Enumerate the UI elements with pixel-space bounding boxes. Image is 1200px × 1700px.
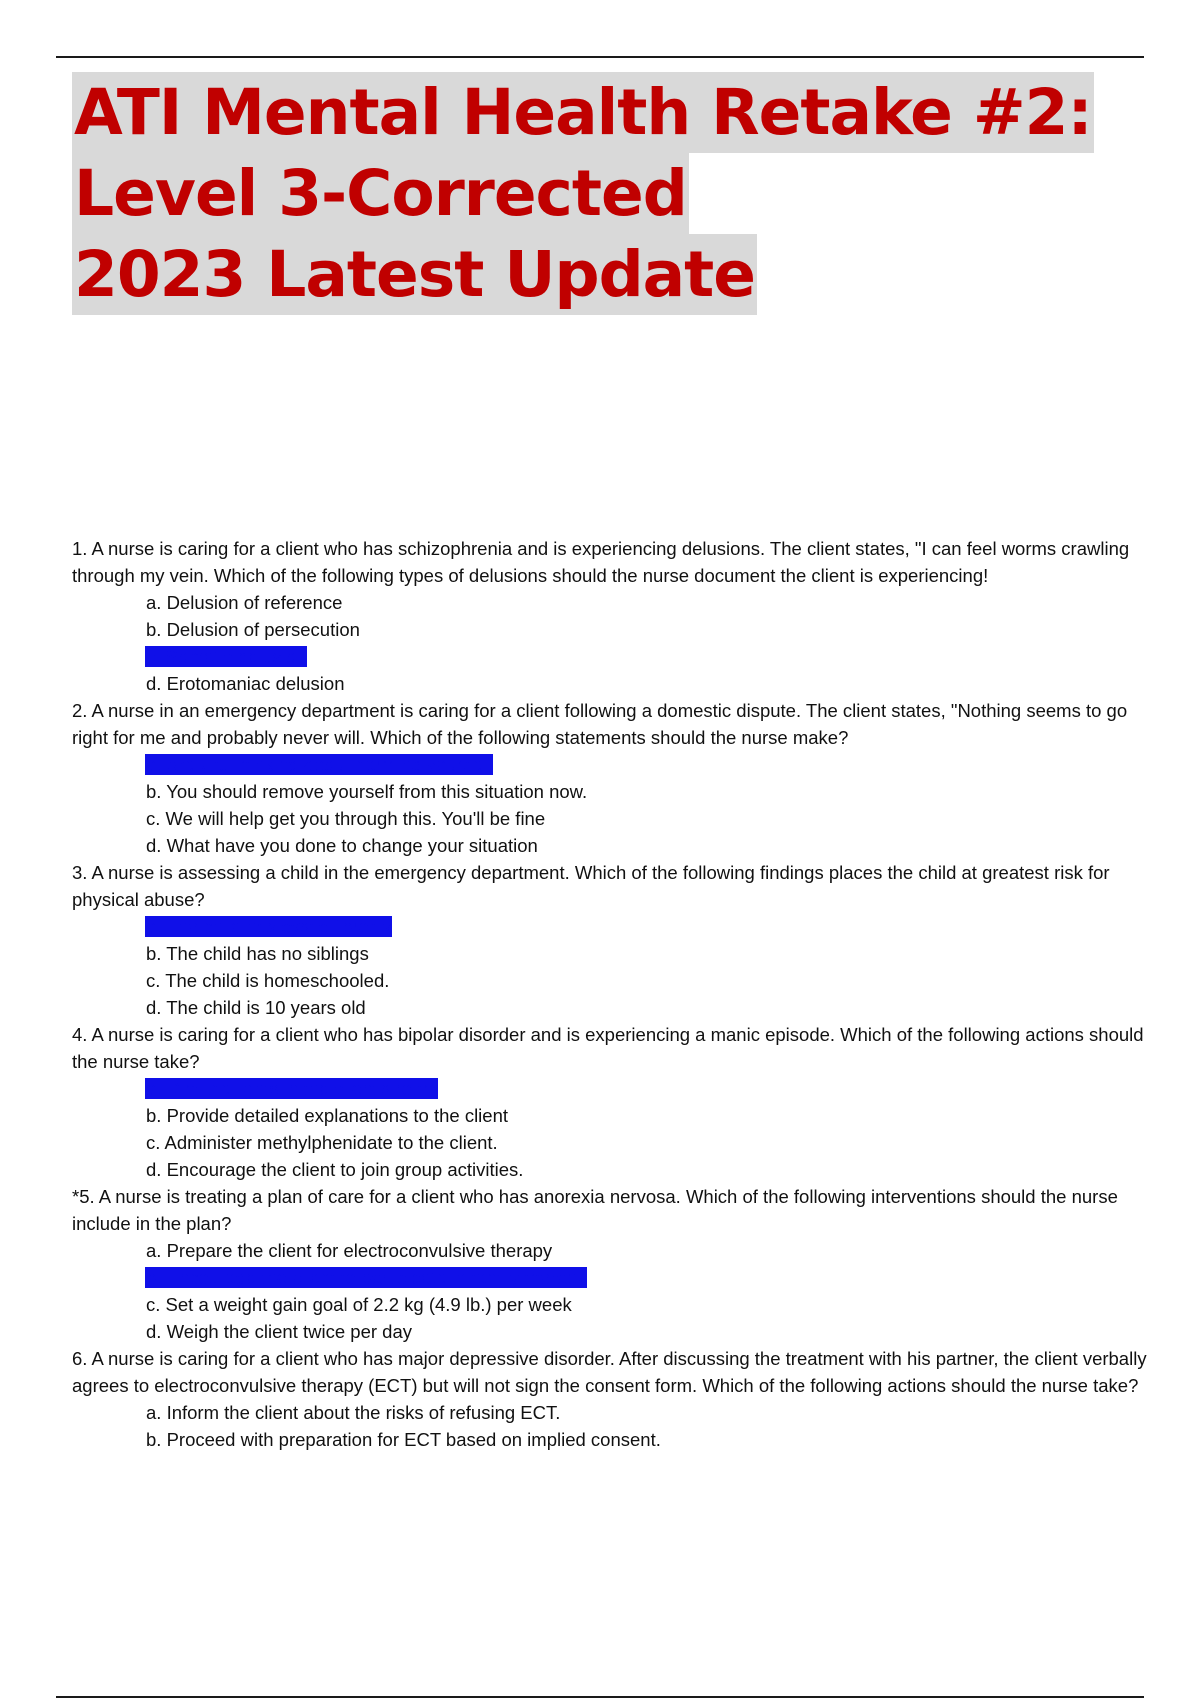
- answer-option: [145, 1129, 1152, 1156]
- answer-options: [72, 589, 1152, 697]
- question-stem: 2. A nurse in an emergency department is caring for a client following a domestic dispute. The client states, "Nothing seems to go right for me and probably never will. Which of the following statements should the nurse make?: [72, 700, 1128, 748]
- title-line-3: 2023 Latest Update: [72, 234, 757, 315]
- answer-option-text: c. We will help get you through this. You'll be fine: [146, 808, 546, 829]
- answer-options: [72, 751, 1152, 859]
- answer-option-text: d. What have you done to change your situation: [146, 835, 538, 856]
- title-line-2: Level 3-Corrected: [72, 153, 689, 234]
- answer-option: [145, 1237, 1152, 1264]
- question-block: [72, 1183, 1152, 1345]
- answer-option: [145, 589, 1152, 616]
- bottom-rule: [56, 1696, 1144, 1698]
- question-stem: 1. A nurse is caring for a client who has schizophrenia and is experiencing delusions. The client states, "I can feel worms crawling through my vein. Which of the following types of delusions should the nurse document the client is experiencing!: [72, 538, 1130, 586]
- answer-option-text: c. The child is homeschooled.: [146, 970, 390, 991]
- answer-option-text: c. Administer methylphenidate to the client.: [146, 1132, 498, 1153]
- answer-option-text: d. Weigh the client twice per day: [146, 1321, 412, 1342]
- answer-option: [145, 1399, 1152, 1426]
- answer-option-text: a. Are you thinking about harming yourself: [146, 754, 492, 775]
- answer-option: [145, 670, 1152, 697]
- answer-option-text: a. Inform the client about the risks of refusing ECT.: [146, 1402, 561, 1423]
- answer-options: [72, 913, 1152, 1021]
- answer-option-text: a. Delusion of reference: [146, 592, 343, 613]
- question-block: [72, 697, 1152, 859]
- answer-option: [145, 1102, 1152, 1129]
- document-title: [72, 72, 1094, 315]
- answer-options: [72, 1237, 1152, 1345]
- answer-options: [72, 1075, 1152, 1183]
- answer-option: [145, 940, 1152, 967]
- answer-option: [145, 994, 1152, 1021]
- answer-option-text: b. Delusion of persecution: [146, 619, 360, 640]
- answer-option: [145, 967, 1152, 994]
- question-stem: 4. A nurse is caring for a client who has bipolar disorder and is experiencing a manic episode. Which of the following actions should the nurse take?: [72, 1024, 1144, 1072]
- answer-option: [145, 1426, 1152, 1453]
- answer-option: [145, 778, 1152, 805]
- answer-option-text: c. Somatic delusion: [146, 646, 307, 667]
- highlighted-answer-option: [145, 913, 1152, 940]
- answer-option-text: b. The child has no siblings: [146, 943, 369, 964]
- answer-option: [145, 805, 1152, 832]
- top-rule: [56, 56, 1144, 58]
- answer-option-text: a. The child has cystic fibrosis: [146, 916, 392, 937]
- answer-option-text: a. Dim the lights in the client's room: [146, 1078, 438, 1099]
- answer-option-text: d. Encourage the client to join group activities.: [146, 1159, 524, 1180]
- answer-option-text: d. The child is 10 years old: [146, 997, 366, 1018]
- question-stem: 3. A nurse is assessing a child in the emergency department. Which of the following findings places the child at greatest risk for physical abuse?: [72, 862, 1110, 910]
- question-block: [72, 1021, 1152, 1183]
- answer-option-text: c. Set a weight gain goal of 2.2 kg (4.9 lb.) per week: [146, 1294, 572, 1315]
- answer-option-text: b. You should remove yourself from this situation now.: [146, 781, 588, 802]
- question-block: [72, 859, 1152, 1021]
- answer-option: [145, 1156, 1152, 1183]
- answer-option: [145, 1291, 1152, 1318]
- answer-options: [72, 1399, 1152, 1453]
- title-line-1: ATI Mental Health Retake #2:: [72, 72, 1094, 153]
- highlighted-answer-option: [145, 1264, 1152, 1291]
- answer-option-text: b. Proceed with preparation for ECT based on implied consent.: [146, 1429, 661, 1450]
- question-block: [72, 1345, 1152, 1453]
- question-stem: 6. A nurse is caring for a client who has major depressive disorder. After discussing the treatment with his partner, the client verbally agrees to electroconvulsive therapy (ECT) but will not sign the consent form. Which of the following actions should the nurse take?: [72, 1348, 1147, 1396]
- highlighted-answer-option: [145, 643, 1152, 670]
- answer-option-text: b. Provide detailed explanations to the client: [146, 1105, 509, 1126]
- answer-option-text: b. Encourage the client to participate in family therapy: [146, 1267, 587, 1288]
- answer-option: [145, 1318, 1152, 1345]
- highlighted-answer-option: [145, 1075, 1152, 1102]
- highlighted-answer-option: [145, 751, 1152, 778]
- answer-option-text: a. Prepare the client for electroconvulsive therapy: [146, 1240, 553, 1261]
- answer-option: [145, 832, 1152, 859]
- answer-option: [145, 616, 1152, 643]
- answer-option-text: d. Erotomaniac delusion: [146, 673, 345, 694]
- question-stem: *5. A nurse is treating a plan of care for a client who has anorexia nervosa. Which of the following interventions should the nurse include in the plan?: [72, 1186, 1118, 1234]
- question-block: [72, 535, 1152, 697]
- question-list: [72, 535, 1152, 1453]
